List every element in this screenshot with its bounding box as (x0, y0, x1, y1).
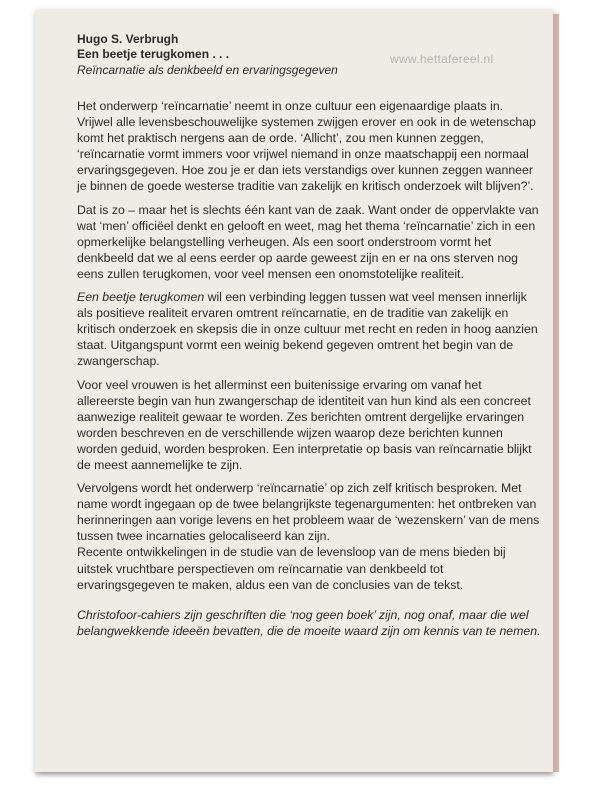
book-back-cover (35, 10, 553, 772)
paragraph-3-italic-lead: Een beetje terugkomen (77, 290, 205, 305)
paragraph-4: Voor veel vrouwen is het allerminst een buitenissige ervaring om vanaf het allereerste begin van hun zwangerschap de identiteit van hun kind als een concreet aanwezige realiteit gewaar te worden. Zes berichten omtrent dergelijke ervaringen worden beschreven en de verschillende wijzen waarop deze berichten kunnen worden geduid, worden besproken. Een interpretatie op basis van reïncarnatie blijkt de meest aannemelijke te zijn. (77, 377, 532, 472)
paragraph-5: Vervolgens wordt het onderwerp ‘reïncarnatie’ op zich zelf kritisch besproken. Met name wordt ingegaan op de twee belangrijkste tegenargumenten: het ontbreken van herinneringen aan vorige levens en het probleem waar de ‘wezenskern’ van de mens tussen twee incarnaties gelocaliseerd kan zijn. (77, 481, 540, 544)
paragraph-2: Dat is zo – maar het is slechts één kant van de zaak. Want onder de oppervlakte van wat ‘men’ officiëel denkt en gelooft en weet, mag het thema ‘reïncarnatie’ zich in een opmerkelijke belangstelling verheugen. Als een soort onderstroom vormt het denkbeeld dat we al eens eerder op aarde geweest zijn en er na ons sterven nog eens zullen terugkomen, voor veel mensen een onomstotelijke realiteit. (77, 202, 539, 281)
paragraph-3 (77, 289, 542, 369)
watermark: www.hettafereel.nl (390, 52, 494, 66)
paragraph-6: Recente ontwikkelingen in de studie van de levensloop van de mens bieden bij uitstek vruchtbare perspectieven om reïncarnatie van denkbeeld tot ervaringsgegeven te maken, aldus een van de conclusies van de tekst. (77, 545, 506, 592)
cover-shadow (35, 772, 553, 778)
book-title: Een beetje terugkomen . . . (77, 47, 230, 61)
paragraph-1: Het onderwerp ‘reïncarnatie’ neemt in onze cultuur een eigenaardige plaats in. Vrijwel alle levensbeschouwelijke systemen zwijgen erover en ook in de wetenschap komt het praktisch nergens aan de orde. ‘Allicht’, zou men kunnen zeggen, ‘reïncarnatie vormt immers voor vrijwel niemand in onze maatschappij een normaal ervaringsgegeven. Hoe zou je er dan iets verstandigs over kunnen zeggen wanneer je binnen de goede westerse traditie van zakelijk en kritisch onderzoek wilt blijven?’. (77, 99, 536, 194)
book-subtitle: Reïncarnatie als denkbeeld en ervaringsgegeven (77, 63, 338, 77)
footer-note: Christofoor-cahiers zijn geschriften die ‘nog geen boek’ zijn, nog onaf, maar die wel belangwekkende ideeën bevatten, die de moeite waard zijn om kennis van te nemen. (77, 607, 541, 638)
cover-text-block (77, 32, 542, 646)
paragraph-3-body: wil een verbinding leggen tussen wat veel mensen innerlijk als positieve realiteit ervaren omtrent reïncarnatie, en de traditie van zakelijk en kritisch onderzoek en skepsis die in onze cultuur met recht en reden in hoog aanzien staat. Uitgangspunt vormt een weinig bekend gegeven omtrent het begin van de zwangerschap. (77, 290, 538, 369)
cover-edge (553, 14, 559, 772)
author-name: Hugo S. Verbrugh (77, 32, 179, 46)
